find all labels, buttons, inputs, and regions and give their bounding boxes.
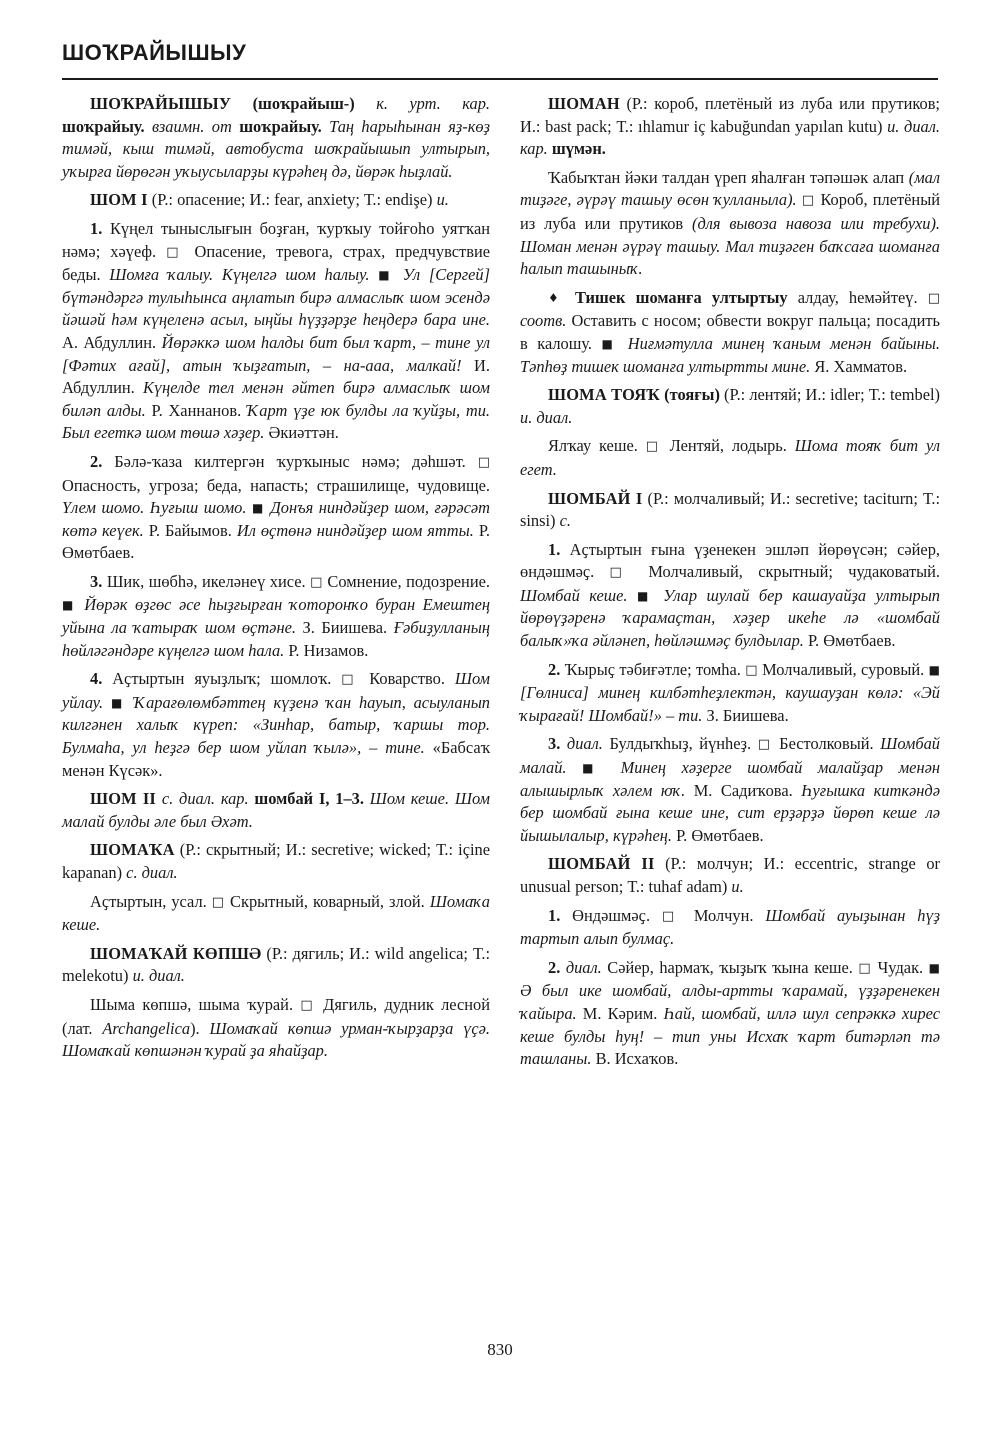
russian-gloss-note: (для вывоза навоза или требухи). — [691, 213, 941, 233]
block-marker: ■ — [110, 695, 126, 710]
example: [Гөлниса] минең килбәтһеҙлектән, каушауҙан көлә: «Эй ҡырағай! Шомбай!» – ти. — [520, 683, 940, 725]
block-marker: ■ — [601, 336, 619, 351]
block-marker: ■ — [928, 662, 940, 677]
example: Йөрәк өҙгөс әсе һыҙғырған ҡоторонҡо буран Емештең уйына ла ҡатыраҡ шом өҫтәне. — [62, 595, 490, 638]
shombay-1-sense-2 — [520, 659, 940, 728]
definition: Шыма көпшә, шыма ҡурай. — [90, 994, 301, 1014]
example: Шомбай кеше. — [520, 585, 628, 605]
russian-gloss: Сомнение, подозрение. — [322, 571, 490, 591]
idiom-phrase: Тишек шоманға ултыртыу — [574, 287, 788, 307]
example: Ҡарт үҙе юк булды ла ҡуйҙы, ти. Был егеткә шом төшә хәҙер. — [62, 400, 490, 443]
labels: и. диал. кар. — [520, 116, 940, 159]
cross-ref: шоҡрайыу. — [62, 116, 145, 136]
square-marker: □ — [300, 997, 316, 1013]
square-marker: □ — [745, 662, 758, 678]
headword: ШОМ II — [90, 789, 157, 809]
sense-number: 2. — [548, 957, 561, 977]
sense-2 — [62, 451, 490, 565]
definition: алдау, һемәйтеү. — [787, 287, 928, 307]
translations: (Р.: лентяй; И.: idler; Т.: tembel) — [719, 385, 940, 405]
russian-gloss: Молчаливый, суровый. — [757, 659, 929, 679]
idiom-tishek-shomanga — [520, 287, 940, 378]
source: Я. Хамматов. — [810, 356, 908, 376]
part-of-speech: и. диал. — [520, 407, 573, 427]
shomakay-definition — [62, 994, 490, 1063]
block-marker: ■ — [582, 761, 605, 776]
russian-gloss: Опасение, тревога, страх, предчувствие беды. — [62, 241, 490, 285]
entry-shombay-2 — [520, 853, 940, 898]
example: Күңелде тел менән әйтеп бирә алмаслыҡ шом биләп алды. — [62, 378, 490, 420]
russian-gloss: Оставить с носом; обвести вокруг пальца; посадить в калошу. — [520, 311, 940, 353]
square-marker: □ — [757, 737, 773, 753]
example: Шом уйлау. — [62, 669, 490, 712]
right-column — [520, 93, 940, 1077]
running-head: ШОҠРАЙЫШЫУ — [62, 40, 247, 65]
definition: Шик, шөбһә, икеләнеү хисе. — [102, 571, 311, 591]
example: Шома тояҡ бит ул егет. — [520, 436, 940, 479]
example: Улар шулай бер кашауайҙа ултырып йөрөүҙәренә ҡарамаҫтан, хәҙер икеһе лә «шомбай балыҡ»ҡа әйләнеп, һөйләшмәҫ булдылар. — [520, 585, 940, 651]
definition: Бәлә-ҡаза килтергән ҡурҡыныс нәмә; дәһшәт. — [102, 451, 478, 471]
grammar-form: (тояғы) — [660, 385, 720, 405]
russian-gloss: Бестолковый. — [772, 734, 881, 754]
sense-number: 3. — [548, 734, 561, 754]
sense-number: 1. — [548, 905, 561, 925]
example: Ниғмәтулла минең ҡаным менән байыны. Тәпһөҙ тишек шоманға ултыртты мине. — [520, 333, 940, 376]
block-marker: ■ — [62, 598, 77, 613]
labels: с. диал. кар. — [156, 789, 255, 809]
headword: ШОМАҠА — [90, 840, 175, 860]
headword: ШОМБАЙ I — [548, 488, 643, 508]
definition: Күңел тыныслығын боҙған, ҡурҡыу тойғоһо уятҡан нәмә; хәүеф. — [62, 218, 490, 261]
example: Донъя ниндәйҙер шом, ғәрәсәт көтә кеүек. — [62, 498, 490, 540]
part-of-speech: с. диал. — [126, 863, 178, 882]
example: Ғәбиҙулланың һөйләгәндәре күңелгә шом һала. — [62, 618, 490, 660]
russian-gloss: Опасность, угроза; беда, напасть; страшилище, чудовище. — [62, 475, 490, 495]
block-marker: ■ — [378, 268, 395, 283]
example: Ә был ике шомбай, алды-артты ҡарамай, үҙҙәренекен ҡайыра. — [520, 981, 940, 1023]
left-column — [62, 93, 490, 1069]
sense-1 — [62, 218, 490, 445]
square-marker: □ — [609, 565, 634, 581]
definition: Өндәшмәҫ. — [560, 905, 662, 925]
source: Р. Низамов. — [284, 640, 369, 660]
example: Таң һарыһынан яҙ-көҙ тимәй, кыш тимәй, автобуста шоҡрайышып ултырып, уҡырға йөрөгән уҡыусыларҙы күрәһең дә, йөрәк һыҙлай. — [62, 116, 491, 181]
example: Һай, шомбай, иллә шул сепрәккә хирес кеше булды һуң! – тип уны Исхаҡ ҡарт битәрләп тә ташланы. — [520, 1003, 940, 1069]
part-of-speech: и. диал. — [132, 966, 185, 986]
source: Р. Өмөтбаев. — [803, 631, 896, 651]
sense-number: 1. — [90, 218, 103, 238]
grammar-form: (шоҡрайыш-) — [231, 94, 377, 113]
example: Шомаҡа кеше. — [62, 891, 490, 935]
example: Ул [Сергей] бүтәндәргә тулыһынса аңлатып бирә алмаслыҡ шом эсендә йәшәй һәм күңеленә асыл, ыңйы һүҙҙәрҙе һеңдерә бара ине. — [62, 265, 490, 330]
russian-gloss: Молчаливый, скрытный; чудаковатый. — [633, 562, 940, 582]
translations: (Р.: дягиль; И.: wild angelica; Т.: melekotu) — [62, 943, 490, 986]
source: З. Биишева. — [295, 618, 394, 638]
cross-ref: шүмән. — [551, 139, 606, 159]
labels: взаимн. от — [144, 116, 240, 136]
block-marker: ■ — [252, 501, 265, 516]
entry-shoman — [520, 93, 940, 161]
russian-gloss: Дягиль, дудник лесной (лат. — [62, 994, 490, 1038]
entry-shoma-toyak — [520, 384, 940, 429]
example: Шомбай ауыҙынан һүҙ тартып алып булмаҫ. — [520, 905, 940, 949]
block-marker: ■ — [636, 588, 654, 603]
entry-shombay-1 — [520, 488, 940, 533]
entry-shom-2 — [62, 788, 490, 833]
part-of-speech: и. — [436, 190, 449, 210]
headword: ШОҠРАЙЫШЫУ — [90, 94, 232, 113]
definition: Аҫтыртын ғына үҙенекен эшләп йөрөүсән; сәйер, өндәшмәҫ. — [520, 539, 940, 582]
translations: (Р.: молчаливый; И.: secretive; taciturn; Т.: sinsi) — [520, 488, 940, 531]
source: Р. Өмөтбаев. — [671, 825, 764, 845]
headword: ШОМА ТОЯҠ — [548, 385, 661, 405]
square-marker: □ — [927, 290, 940, 306]
source: М. Кәрим. — [576, 1003, 664, 1023]
definition: Аҫтыртын, усал. — [90, 891, 212, 911]
source: М. Садиҡова. — [685, 780, 802, 800]
russian-gloss: Скрытный, коварный, злой. — [225, 891, 430, 911]
definition: Ҡырыҫ тәбиғәтле; томһа. — [560, 659, 746, 679]
entry-shomakay-kopshe — [62, 943, 490, 988]
labels: к. урт. кар. — [376, 94, 490, 113]
shoman-definition — [520, 167, 940, 281]
square-marker: □ — [310, 574, 323, 590]
example: Шом кеше. Шом малай булды әле был Әхәт. — [62, 789, 491, 831]
example: Шомаҡай көпшә урман-ҡырҙарҙа үҫә. Шомаҡай көпшәнән ҡурай ҙа яһайҙар. — [62, 1018, 490, 1061]
example: Йөрәккә шом һалды бит был ҡарт, – тине ул [Фәтих ағай], атын ҡыҙғатып, – на-ааа, малкай! — [62, 332, 490, 375]
example: Һуғышка киткәндә бер шомбай ғына кеше ине, сит ерҙәрҙә йөрөп кеше лә йышылалыр, күрәһең. — [520, 780, 940, 845]
square-marker: □ — [858, 960, 873, 976]
headword: ШОМАҠАЙ КӨПШӘ — [90, 943, 262, 963]
block-marker: ■ — [928, 960, 940, 975]
diamond-marker: ♦ — [548, 290, 565, 305]
square-marker: □ — [341, 672, 360, 688]
label: диал. — [560, 734, 603, 754]
translations: (Р.: молчун; И.: eccentric, strange or unusual person; Т.: tuhaf adam) — [520, 854, 940, 896]
shombay-1-sense-1 — [520, 539, 940, 653]
translations: (Р.: скрытный; И.: secretive; wicked; Т.: içine kapanan) — [62, 840, 490, 882]
shoma-toyak-definition — [520, 435, 940, 481]
source: Р. Байымов. — [143, 520, 237, 540]
example: Ҡарағөлөмбәттең күҙенә ҡан һауып, асыуланып килгәнен халыҡ күреп: «Зинһар, батыр, ҡаршы тор. Булмаһа, ул һеҙгә бер шом уйлап ҡылә», – тине. — [62, 692, 490, 758]
translations: (Р.: опасение; И.: fear, anxiety; Т.: endişe) — [147, 190, 437, 210]
shombay-1-sense-3 — [520, 733, 940, 847]
example: Шомға ҡалыу. Күңелгә шом һалыу. — [109, 265, 370, 285]
square-marker: □ — [645, 439, 662, 455]
shombay-2-sense-1 — [520, 905, 940, 951]
russian-gloss: Короб, плетёный из луба или прутиков — [520, 190, 940, 233]
example: Минең хәҙерге шомбай малайҙар менән алышырлыҡ хәлем юҡ. — [520, 758, 940, 800]
square-marker: □ — [801, 193, 816, 209]
definition-note: (мал тиҙәге, әүрәү ташыу өсөн ҡулланыла). — [520, 167, 940, 210]
definition: Сәйер, һармаҡ, ҡыҙыҡ ҡына кеше. — [601, 957, 859, 977]
translations: (Р.: короб, плетёный из луба или прутиков; И.: bast pack; Т.: ıhlamur iç kabuğundan yapılan kutu) — [520, 94, 940, 136]
russian-gloss: Чудак. — [872, 957, 929, 977]
source: В. Исхаҡов. — [591, 1049, 679, 1069]
source: З. Биишева. — [702, 705, 789, 725]
square-marker: □ — [166, 244, 185, 260]
label: соотв. — [520, 311, 567, 331]
page-number: 830 — [487, 1340, 513, 1359]
label: диал. — [560, 957, 602, 977]
entry-shomaka — [62, 839, 490, 884]
russian-gloss: Молчун. — [681, 905, 766, 925]
part-of-speech: и. — [731, 877, 744, 896]
cross-ref: шомбай I, 1–3. — [254, 789, 364, 809]
example: Шомбай малай. — [520, 734, 940, 778]
sense-number: 4. — [90, 669, 103, 689]
entry-shokrayyshyu — [62, 93, 490, 183]
sense-number: 1. — [548, 539, 561, 559]
definition: Ҡабыҡтан йәки талдан үреп яһалған тәпәшәк алап — [548, 167, 909, 187]
definition: Булдыҡһыҙ, йүнһеҙ. — [602, 734, 758, 754]
russian-gloss-end: ). — [190, 1018, 210, 1038]
entry-shom-1 — [62, 189, 490, 212]
source: «Бабсаҡ менән Күсәк». — [62, 738, 491, 780]
source: Р. Ханнанов. — [145, 400, 248, 420]
cross-ref: шоҡрайыу. — [239, 116, 322, 136]
part-of-speech: с. — [559, 511, 571, 531]
shombay-2-sense-2 — [520, 957, 940, 1071]
square-marker: □ — [661, 908, 682, 924]
sense-number: 3. — [90, 571, 103, 591]
header-rule — [62, 78, 938, 80]
square-marker: □ — [477, 454, 490, 470]
sense-number: 2. — [90, 451, 103, 471]
sense-number: 2. — [548, 659, 561, 679]
source: Р. Өмөтбаев. — [62, 520, 490, 563]
example: Ил өҫтөнә ниндәйҙер шом ятты. — [236, 520, 474, 540]
shomaka-definition — [62, 891, 490, 937]
headword: ШОМАН — [548, 94, 620, 113]
headword: ШОМ I — [90, 190, 148, 210]
definition: Ялҡау кеше. — [548, 436, 646, 456]
example: Үлем шомо. Һуғыш шомо. — [62, 498, 247, 518]
sense-4 — [62, 668, 490, 782]
source: Әкиәттән. — [264, 423, 339, 443]
headword: ШОМБАЙ II — [548, 854, 655, 874]
definition: Аҫтыртын яуыҙлыҡ; шомлоҡ. — [102, 669, 342, 689]
example: Шоман менән әүрәү ташыу. Мал тиҙәген баҡсаға шоманға һалып ташыныҡ. — [520, 236, 940, 279]
russian-gloss: Лентяй, лодырь. — [661, 436, 795, 456]
latin-name: Archangelica — [102, 1018, 191, 1038]
russian-gloss: Коварство. — [359, 669, 455, 689]
source: А. Абдуллин. — [62, 332, 162, 352]
source: И. Абдуллин. — [62, 355, 490, 398]
sense-3 — [62, 571, 490, 662]
square-marker: □ — [211, 894, 226, 910]
